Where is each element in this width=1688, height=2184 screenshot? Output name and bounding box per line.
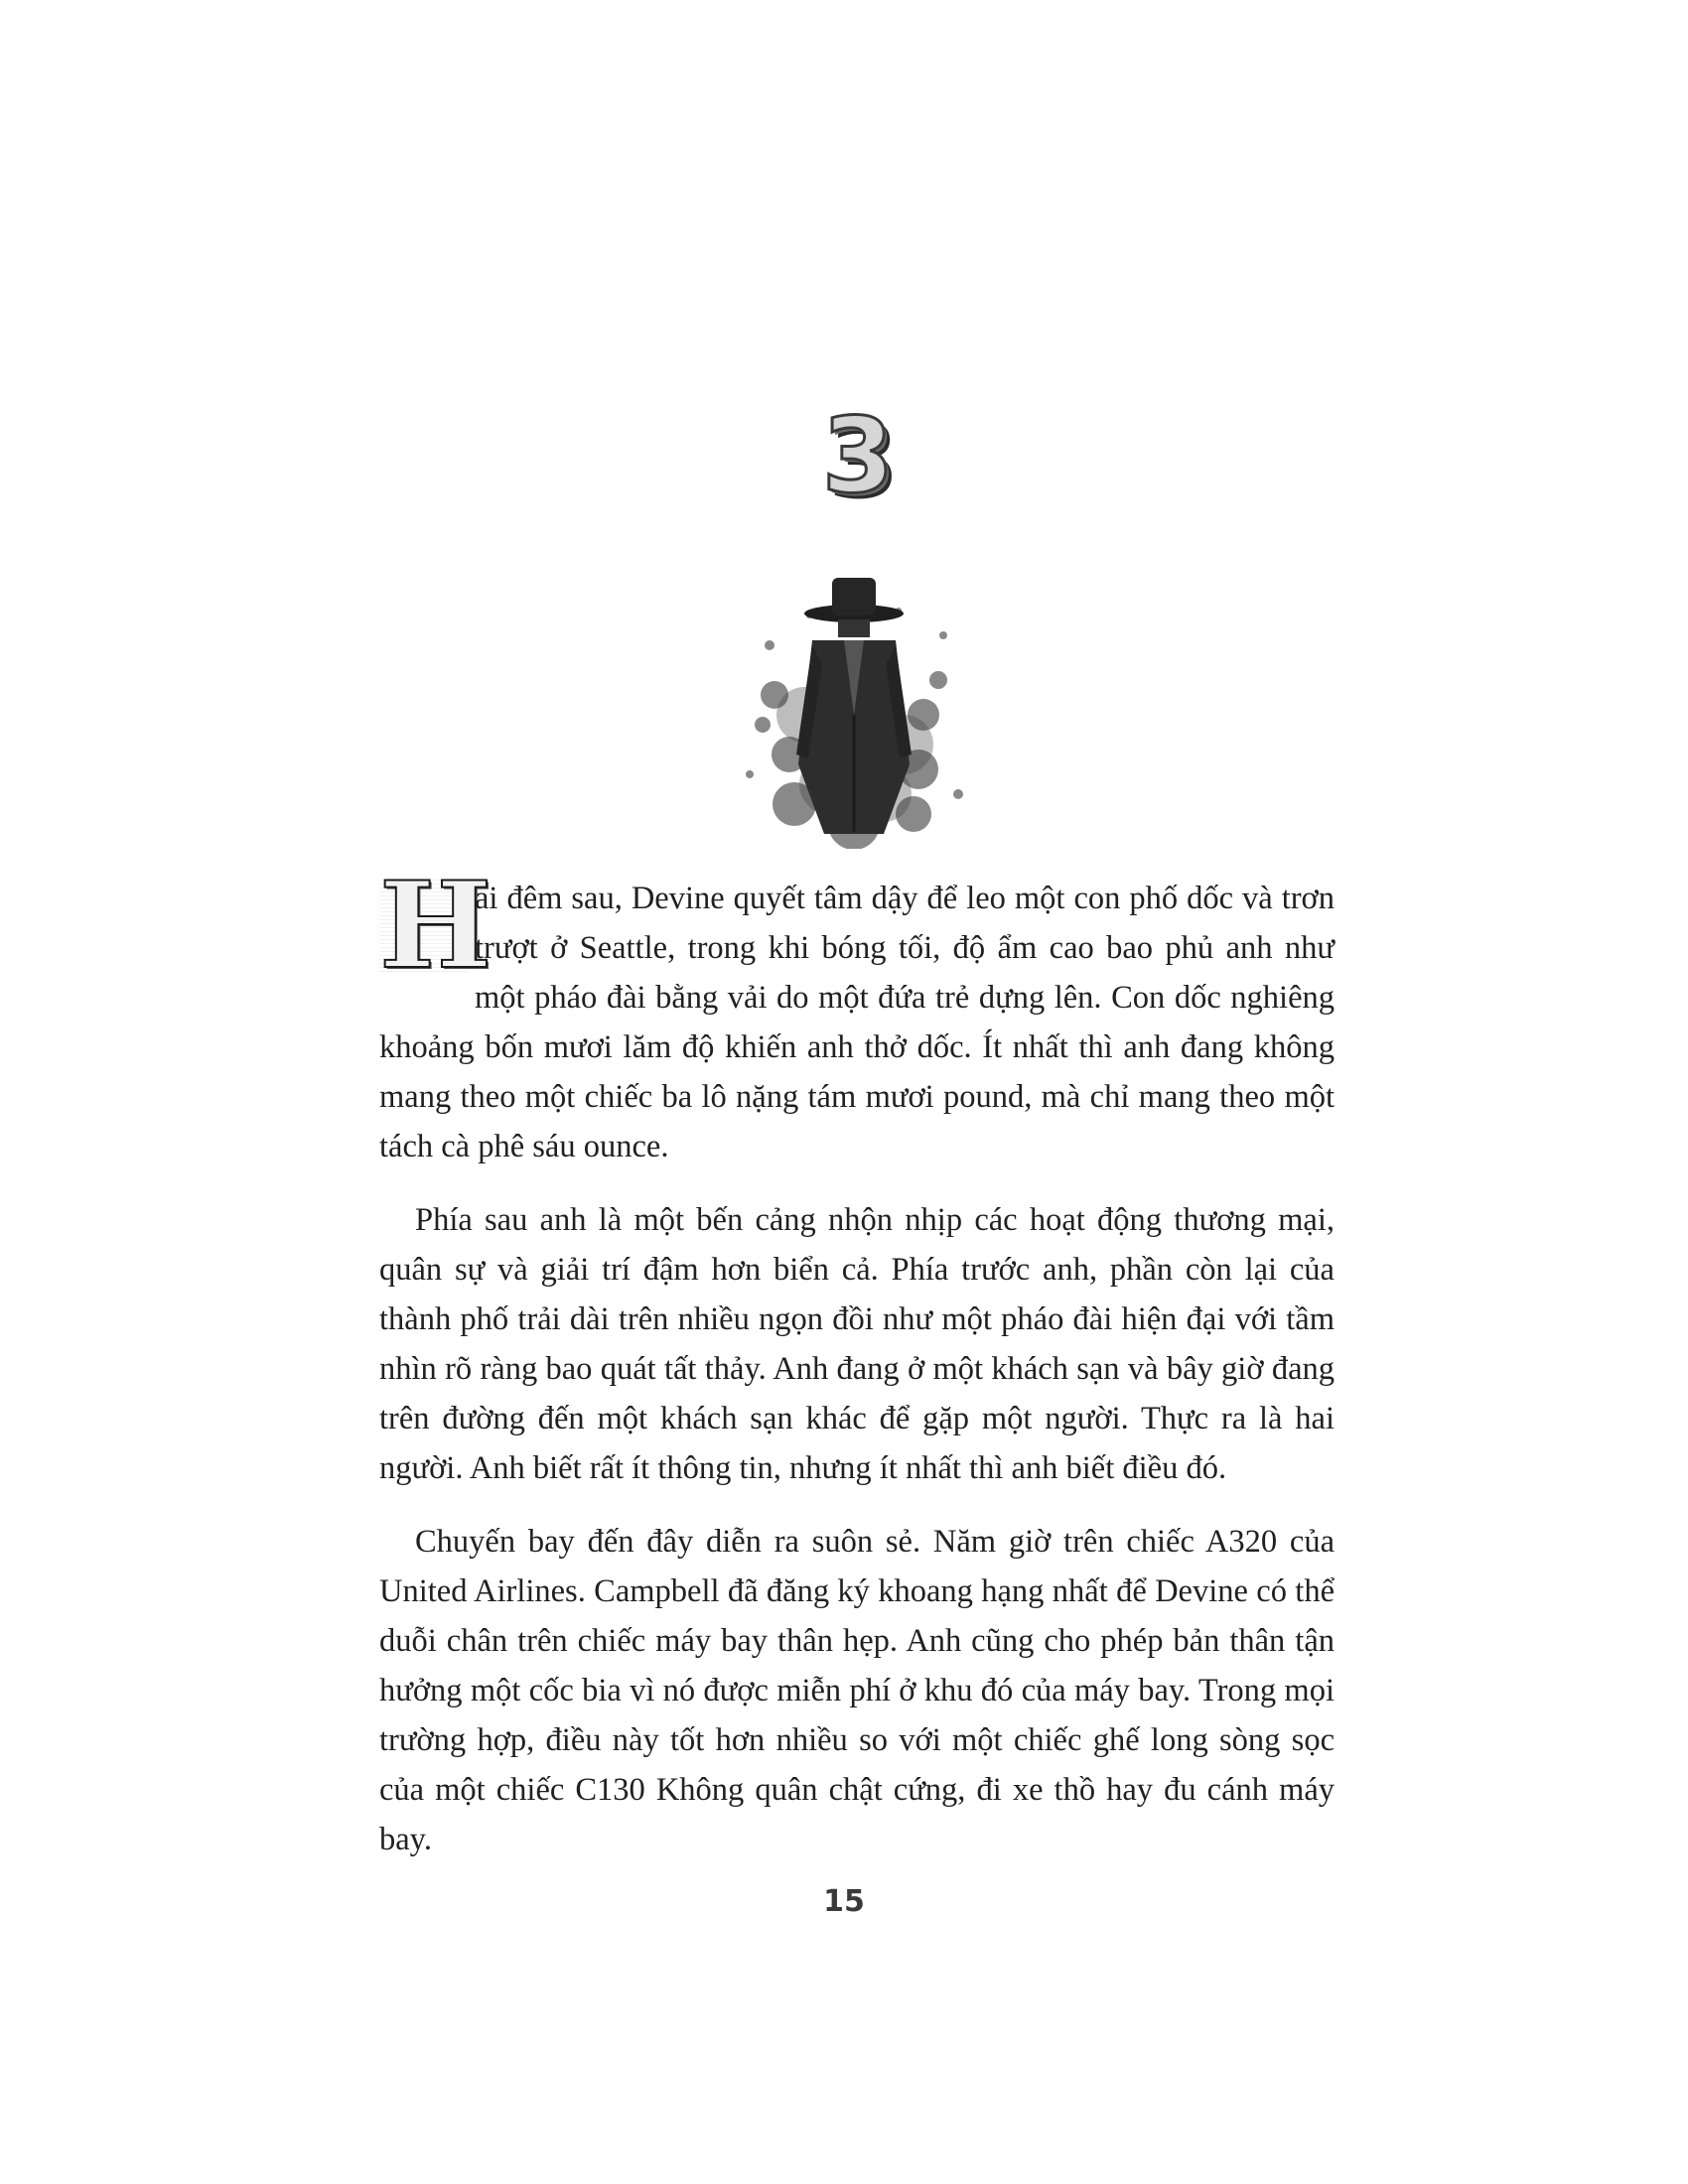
paragraph-1-text: ai đêm sau, Devine quyết tâm dậy để leo một con phố dốc và trơn trượt ở Seattle, trong khi bóng tối, độ ẩm cao bao phủ anh như một pháo đài bằng vải do một đứa trẻ dựng lên. Con dốc nghiêng khoảng bốn mươi lăm độ khiến anh thở dốc. Ít nhất thì anh đang không mang theo một chiếc ba lô nặng tám mươi pound, mà chỉ mang theo một tách cà phê sáu ounce.	[379, 881, 1335, 1164]
paragraph-3: Chuyến bay đến đây diễn ra suôn sẻ. Năm giờ trên chiếc A320 của United Airlines. Campbell đã đăng ký khoang hạng nhất để Devine có thể duỗi chân trên chiếc máy bay thân hẹp. Anh cũng cho phép bản thân tận hưởng một cốc bia vì nó được miễn phí ở khu đó của máy bay. Trong mọi trường hợp, điều này tốt hơn nhiều so với một chiếc ghế long sòng sọc của một chiếc C130 Không quân chật cứng, đi xe thồ hay đu cánh máy bay.	[379, 1524, 1335, 1857]
man-in-hat-silhouette-icon	[735, 516, 973, 849]
paragraph-2: Phía sau anh là một bến cảng nhộn nhịp các hoạt động thương mại, quân sự và giải trí đậm hơn biển cả. Phía trước anh, phần còn lại của thành phố trải dài trên nhiều ngọn đồi như một pháo đài hiện đại với tầm nhìn rõ ràng bao quát tất thảy. Anh đang ở một khách sạn và bây giờ đang trên đường đến một khách sạn khác để gặp một người. Thực ra là hai người. Anh biết rất ít thông tin, nhưng ít nhất thì anh biết điều đó.	[379, 1202, 1335, 1486]
page-number: 15	[823, 1884, 865, 1919]
paragraph-1	[379, 856, 1335, 1171]
chapter-number: 3	[821, 395, 895, 516]
drop-cap: H	[379, 856, 492, 996]
chapter-body	[379, 856, 1335, 1888]
